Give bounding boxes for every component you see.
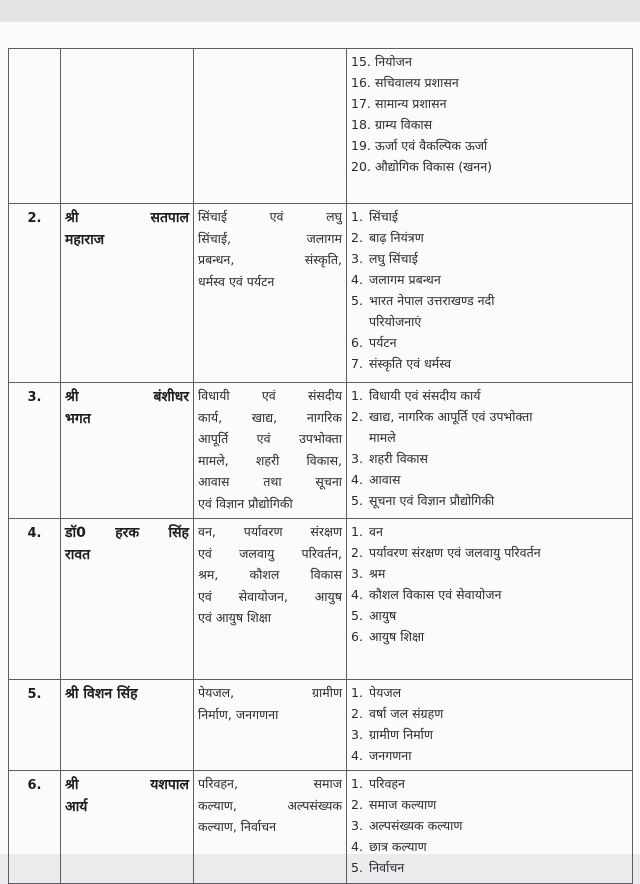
department-line: आपूर्ति एवं उपभोक्ता [198,431,342,446]
list-item-text: पर्यावरण संरक्षण एवं जलवायु परिवर्तन [369,545,541,560]
departments-cell [194,680,347,771]
list-item-number: 1. [351,776,363,791]
list-item-text: ऊर्जा एवं वैकल्पिक ऊर्जा [375,138,488,153]
serial-number-cell: 6. [9,771,61,884]
department-line: कल्याण, अल्पसंख्यक [198,797,342,813]
department-list [351,773,628,878]
list-item-number: 3. [351,566,363,581]
top-strip [0,0,640,23]
department-line: सिंचाई, जलागम [198,230,342,246]
department-list-cell [347,49,633,204]
list-item-text: जनगणना [369,748,412,763]
list-item-number: 2. [351,545,363,560]
list-item-continuation: परियोजनाएं [369,314,422,329]
list-item-number: 1. [351,209,363,224]
list-item-number: 3. [351,818,363,833]
minister-name-cell [61,519,194,680]
minister-name-cell [61,383,194,519]
list-item-number: 7. [351,356,363,371]
list-item-number: 5. [351,493,363,508]
list-item [351,227,628,248]
list-item-number: 5. [351,860,363,875]
table-row [9,519,633,680]
minister-name-cell [61,771,194,884]
list-item [351,745,628,766]
departments-cell [194,49,347,204]
list-item [351,448,628,469]
list-item-number: 4. [351,472,363,487]
table-row [9,383,633,519]
department-line: आवास तथा सूचना [198,474,342,489]
minister-name-line: डॉ0 हरक सिंह [65,525,189,541]
department-list-cell [347,383,633,519]
list-item-text: सूचना एवं विज्ञान प्रौद्योगिकी [369,493,495,508]
list-item-number: 1. [351,388,363,403]
list-item-text: आयुष शिक्षा [369,629,425,644]
minister-name-line: श्री सतपाल [65,210,189,226]
list-item-text: निर्वाचन [369,860,405,875]
list-item-text: ग्राम्य विकास [375,117,433,132]
department-line: वन, पर्यावरण संरक्षण [198,524,342,539]
list-item-text: ग्रामीण निर्माण [369,727,433,742]
list-item [351,385,628,406]
serial-number-cell: 4. [9,519,61,680]
departments-cell [194,204,347,383]
list-item-text: नियोजन [375,54,412,69]
list-item-number: 2. [351,230,363,245]
list-item-number: 4. [351,748,363,763]
serial-number-cell [9,49,61,204]
departments-cell [194,383,347,519]
list-item [351,290,628,332]
list-item-number: 3. [351,251,363,266]
minister-name-line: श्री यशपाल [65,777,189,793]
list-item-text: सिंचाई [369,209,399,224]
department-list [351,521,628,647]
list-item [351,521,628,542]
department-line: मामले, शहरी विकास, [198,452,342,468]
minister-name-line: भगत [65,410,91,427]
list-item-text: पर्यटन [369,335,397,350]
list-item [351,406,628,448]
table-row [9,680,633,771]
list-item-number: 3. [351,451,363,466]
list-item-text: वर्षा जल संग्रहण [369,706,444,721]
list-item-text: वन [369,524,383,539]
list-item-number: 1. [351,524,363,539]
list-item [351,857,628,878]
list-item-number: 15. [351,54,371,69]
minister-name-line: श्री विशन सिंह [65,686,138,702]
list-item [351,626,628,647]
list-item-text: औद्योगिक विकास (खनन) [375,159,493,174]
list-item [351,815,628,836]
list-item [351,353,628,374]
serial-number-cell: 5. [9,680,61,771]
department-line: परिवहन, समाज [198,776,342,791]
department-line: धर्मस्व एवं पर्यटन [198,273,275,289]
list-item [351,703,628,724]
list-item [351,682,628,703]
table-row [9,204,633,383]
list-item-number: 2. [351,409,363,424]
minister-name-line: रावत [65,546,91,563]
list-item-number: 2. [351,706,363,721]
department-line: कल्याण, निर्वाचन [198,819,277,834]
list-item [351,563,628,584]
list-item-number: 2. [351,797,363,812]
list-item-continuation: मामले [369,430,396,445]
list-item-number: 6. [351,335,363,350]
list-item [351,206,628,227]
list-item-number: 18. [351,117,371,132]
departments-cell [194,519,347,680]
minister-name-cell [61,49,194,204]
list-item-text: सचिवालय प्रशासन [375,75,459,90]
list-item-text: सामान्य प्रशासन [375,96,447,111]
department-line: सिंचाई एवं लघु [198,209,342,224]
list-item-text: अल्पसंख्यक कल्याण [369,818,463,833]
list-item-text: संस्कृति एवं धर्मस्व [369,356,452,371]
list-item-text: श्रम [369,566,386,581]
serial-number-cell: 2. [9,204,61,383]
list-item [351,605,628,626]
list-item [351,542,628,563]
list-item-number: 5. [351,293,363,308]
list-item-number: 16. [351,75,371,90]
list-item-text: विधायी एवं संसदीय कार्य [369,388,481,403]
list-item [351,93,628,114]
department-list [351,51,628,177]
list-item-text: भारत नेपाल उत्तराखण्ड नदी [369,293,495,308]
department-line: कार्य, खाद्य, नागरिक [198,409,342,425]
ministers-portfolio-table [8,48,633,884]
list-item-text: खाद्य, नागरिक आपूर्ति एवं उपभोक्ता [369,409,533,424]
minister-name-line: श्री बंशीधर [65,389,189,405]
list-item-text: आयुष [369,608,397,623]
list-item-text: बाढ़ नियंत्रण [369,230,424,245]
table-body [9,49,633,884]
department-list-cell [347,204,633,383]
department-list-cell [347,680,633,771]
list-item [351,724,628,745]
list-item-number: 5. [351,608,363,623]
list-item-number: 17. [351,96,371,111]
list-item-number: 20. [351,159,371,174]
list-item [351,773,628,794]
list-item-number: 4. [351,587,363,602]
document-page [0,22,640,875]
list-item-text: लघु सिंचाई [369,251,418,266]
list-item-text: जलागम प्रबन्धन [369,272,441,287]
list-item [351,469,628,490]
list-item-text: पेयजल [369,685,402,700]
serial-number-cell: 3. [9,383,61,519]
list-item-text: समाज कल्याण [369,797,437,812]
list-item [351,332,628,353]
department-line: विधायी एवं संसदीय [198,388,342,403]
list-item [351,248,628,269]
department-list-cell [347,771,633,884]
list-item-number: 4. [351,839,363,854]
list-item [351,794,628,815]
list-item-text: छात्र कल्याण [369,839,427,854]
minister-name-line: महाराज [65,231,105,248]
list-item [351,269,628,290]
list-item [351,584,628,605]
department-list [351,385,628,511]
minister-name-cell [61,680,194,771]
department-line: एवं आयुष शिक्षा [198,610,271,625]
list-item-number: 1. [351,685,363,700]
departments-cell [194,771,347,884]
department-line: निर्माण, जनगणना [198,706,279,722]
department-list [351,682,628,766]
list-item [351,51,628,72]
department-line: एवं जलवायु परिवर्तन, [198,545,342,561]
department-line: एवं विज्ञान प्रौद्योगिकी [198,495,293,511]
list-item-number: 3. [351,727,363,742]
list-item [351,72,628,93]
list-item-text: शहरी विकास [369,451,428,466]
table-row [9,771,633,884]
list-item-text: कौशल विकास एवं सेवायोजन [369,587,502,602]
list-item [351,490,628,511]
list-item-text: आवास [369,472,401,487]
department-line: एवं सेवायोजन, आयुष [198,588,342,604]
list-item [351,156,628,177]
minister-name-cell [61,204,194,383]
department-line: प्रबन्धन, संस्कृति, [198,252,342,267]
department-list [351,206,628,374]
table-row [9,49,633,204]
list-item-number: 19. [351,138,371,153]
list-item-number: 6. [351,629,363,644]
minister-name-line: आर्य [65,798,88,815]
list-item [351,135,628,156]
list-item-number: 4. [351,272,363,287]
list-item [351,114,628,135]
department-line: श्रम, कौशल विकास [198,567,342,582]
list-item-text: परिवहन [369,776,405,791]
department-list-cell [347,519,633,680]
department-line: पेयजल, ग्रामीण [198,685,342,700]
